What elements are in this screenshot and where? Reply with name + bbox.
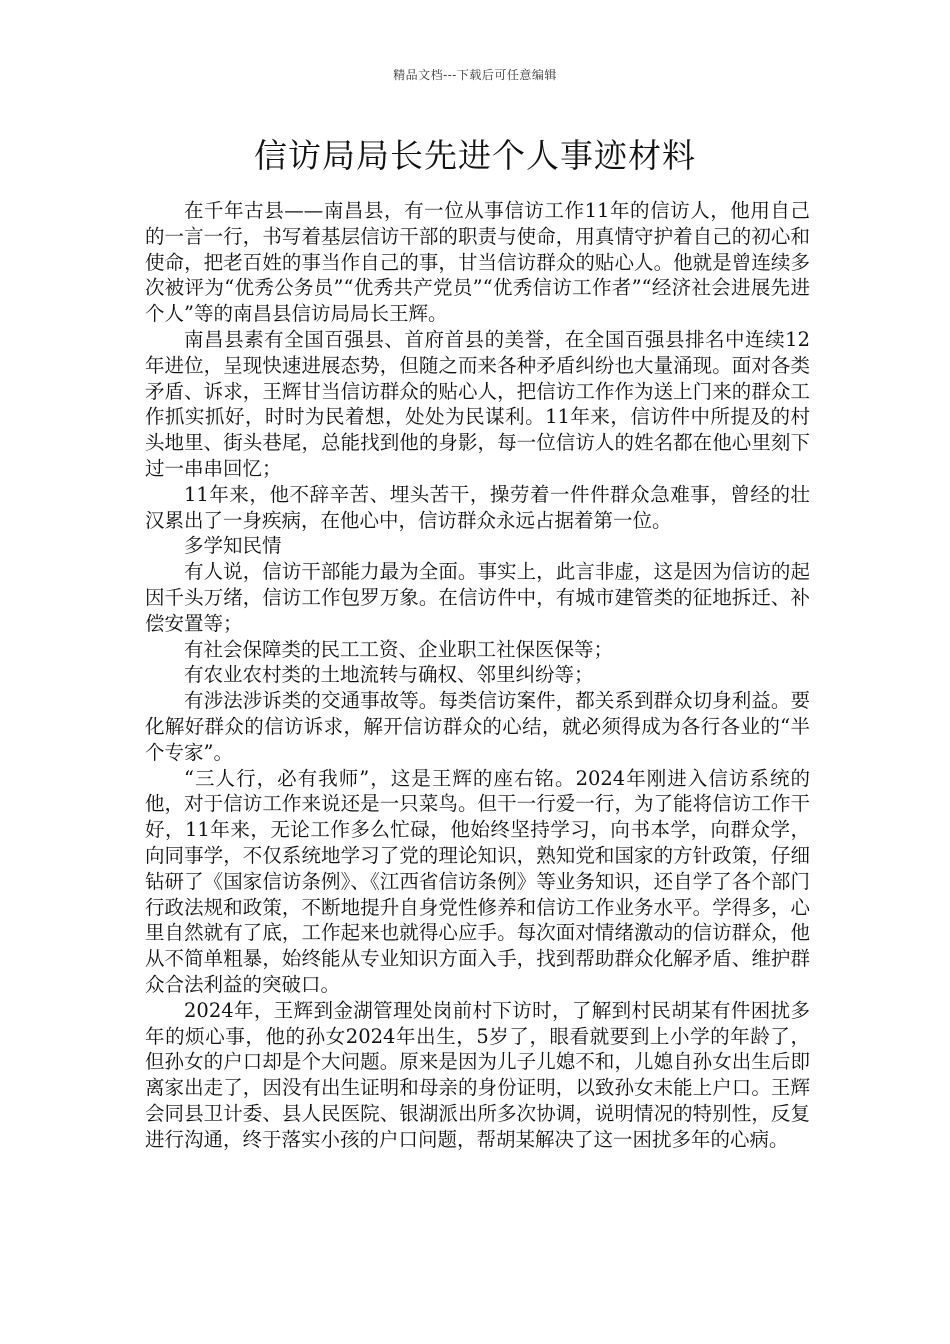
- header-note: 精品文档---下载后可任意编辑: [393, 68, 557, 82]
- paragraph: 在千年古县——南昌县，有一位从事信访工作11年的信访人，他用自己的一言一行，书写着基层信访干部的职责与使命，用真情守护着自己的初心和使命，把老百姓的事当作自己的事，甘当信访群众的贴心人。他就是曾连续多次被评为“优秀公务员”“优秀共产党员”“优秀信访工作者”“经济社会进展先进个人”等的南昌县信访局局长王辉。: [145, 199, 810, 326]
- paragraph: 有人说，信访干部能力最为全面。事实上，此言非虚，这是因为信访的起因千头万绪，信访工作包罗万象。在信访件中，有城市建管类的征地拆迁、补偿安置等；: [145, 560, 810, 635]
- document-title: 信访局局长先进个人事迹材料: [254, 136, 696, 175]
- paragraph: 11年来，他不辞辛苦、埋头苦干，操劳着一件件群众急难事，曾经的壮汉累出了一身疾病，在他心中，信访群众永远占据着第一位。: [145, 482, 810, 532]
- document-body: [145, 198, 810, 1152]
- paragraph: 有涉法涉诉类的交通事故等。每类信访案件，都关系到群众切身利益。要化解好群众的信访诉求，解开信访群众的心结，就必须得成为各行各业的“半个专家”。: [145, 689, 810, 764]
- section-heading: 多学知民情: [184, 534, 282, 558]
- paragraph: 2024年，王辉到金湖管理处岗前村下访时，了解到村民胡某有件困扰多年的烦心事，他的孙女2024年出生，5岁了，眼看就要到上小学的年龄了，但孙女的户口却是个大问题。原来是因为儿子儿媳不和，儿媳自孙女出生后即离家出走了，因没有出生证明和母亲的身份证明，以致孙女未能上户口。王辉会同县卫计委、县人民医院、银湖派出所多次协调，说明情况的特别性，反复进行沟通，终于落实小孩的户口问题，帮胡某解决了这一困扰多年的心病。: [145, 998, 810, 1151]
- paragraph: 有社会保障类的民工工资、企业职工社保医保等；: [184, 637, 614, 661]
- paragraph: 南昌县素有全国百强县、首府首县的美誉，在全国百强县排名中连续12年进位，呈现快速进展态势，但随之而来各种矛盾纠纷也大量涌现。面对各类矛盾、诉求，王辉甘当信访群众的贴心人，把信访工作作为送上门来的群众工作抓实抓好，时时为民着想，处处为民谋利。11年来，信访件中所提及的村头地里、街头巷尾，总能找到他的身影，每一位信访人的姓名都在他心里刻下过一串串回忆；: [145, 327, 810, 480]
- paragraph: 有农业农村类的土地流转与确权、邻里纠纷等；: [184, 663, 594, 687]
- paragraph: “三人行，必有我师”，这是王辉的座右铭。2024年刚进入信访系统的他，对于信访工作来说还是一只菜鸟。但干一行爱一行，为了能将信访工作干好，11年来，无论工作多么忙碌，他始终坚持学习，向书本学，向群众学，向同事学，不仅系统地学习了党的理论知识，熟知党和国家的方针政策，仔细钻研了《国家信访条例》、《江西省信访条例》等业务知识，还自学了各个部门行政法规和政策，不断地提升自身党性修养和信访工作业务水平。学得多，心里自然就有了底，工作起来也就得心应手。每次面对情绪激动的信访群众，他从不简单粗暴，始终能从专业知识方面入手，找到帮助群众化解矛盾、维护群众合法利益的突破口。: [145, 766, 810, 996]
